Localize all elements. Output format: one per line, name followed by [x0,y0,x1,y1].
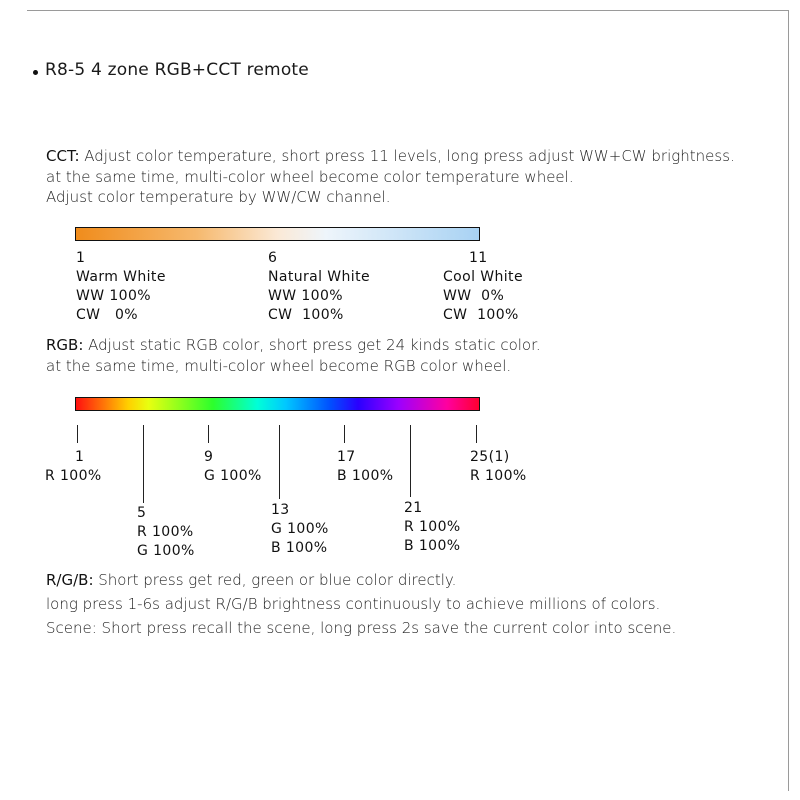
page-title: R8-5 4 zone RGB+CCT remote [45,60,309,80]
rgb-stop-value-2: B 100% [271,540,328,556]
cct-gradient-bar [75,227,480,241]
cct-description [46,146,735,208]
rgb-stop-number: 5 [137,505,147,521]
rgb-heading: RGB: [46,336,84,354]
rgb-keys-line-1 [46,568,676,592]
rgb-gradient-bar [75,397,480,411]
cct-line-1-text: Adjust color temperature, short press 11 levels, long press adjust WW+CW brightness. [79,147,735,165]
scene-line: Scene: Short press recall the scene, long press 2s save the current color into scene. [46,619,677,637]
rgb-line-2: at the same time, multi-color wheel become RGB color wheel. [46,356,512,375]
rgb-keys-line-1-text: Short press get red, green or blue color directly. [93,571,457,589]
rgb-tick-9 [208,425,209,443]
cct-level-cw: CW 100% [268,307,344,323]
cct-level-natural [268,249,370,325]
cct-level-ww: WW 100% [268,288,343,304]
cct-level-number: 11 [469,250,488,266]
rgb-stop-number: 9 [204,449,214,465]
rgb-stop-25 [470,448,527,486]
rgb-stop-value: G 100% [271,521,329,537]
rgb-line-1-text: Adjust static RGB color, short press get 24 kinds static color. [83,336,541,354]
rgb-stop-value-2: B 100% [404,538,461,554]
rgb-tick-13 [279,425,280,499]
rgb-stop-value: G 100% [204,468,262,484]
rgb-keys-heading: R/G/B: [46,571,94,589]
cct-line-3: Adjust color temperature by WW/CW channel. [46,188,391,206]
cct-line-1 [46,146,735,167]
cct-level-name: Natural White [268,269,370,285]
cct-level-cw: CW 0% [76,307,138,323]
cct-level-number: 6 [268,250,278,266]
rgb-tick-17 [344,425,345,443]
cct-level-warm [76,249,166,325]
rgb-tick-1 [77,425,78,443]
cct-level-name: Warm White [76,269,166,285]
rgb-stop-number: 13 [271,502,290,518]
rgb-stop-1 [45,448,102,486]
rgb-stop-value: R 100% [404,519,461,535]
cct-level-name: Cool White [443,269,523,285]
cct-level-number: 1 [76,250,86,266]
rgb-stop-number: 21 [404,500,423,516]
cct-level-ww: WW 100% [76,288,151,304]
rgb-tick-25 [476,425,477,443]
cct-level-ww: WW 0% [443,288,505,304]
rgb-stop-number: 25(1) [470,449,510,465]
cct-heading: CCT: [46,147,80,165]
rgb-stop-value: R 100% [470,468,527,484]
rgb-stop-5 [137,504,195,561]
cct-level-cw: CW 100% [443,307,519,323]
rgb-stop-9 [204,448,262,486]
rgb-tick-21 [410,425,411,497]
rgb-description [46,335,541,376]
cct-line-2: at the same time, multi-color wheel become color temperature wheel. [46,167,574,186]
rgb-tick-5 [143,425,144,503]
bullet-icon [33,70,38,75]
rgb-stop-value: R 100% [137,524,194,540]
rgb-stop-value: R 100% [45,468,102,484]
rgb-keys-line-2: long press 1-6s adjust R/G/B brightness continuously to achieve millions of colors. [46,595,661,613]
rgb-keys-description [46,568,676,640]
rgb-stop-value: B 100% [337,468,394,484]
rgb-stop-number: 17 [337,449,356,465]
rgb-stop-value-2: G 100% [137,543,195,559]
rgb-line-1 [46,335,541,356]
rgb-stop-21 [404,499,461,556]
rgb-stop-number: 1 [75,449,85,465]
rgb-stop-13 [271,501,329,558]
rgb-stop-17 [337,448,393,486]
cct-level-cool [443,249,523,325]
